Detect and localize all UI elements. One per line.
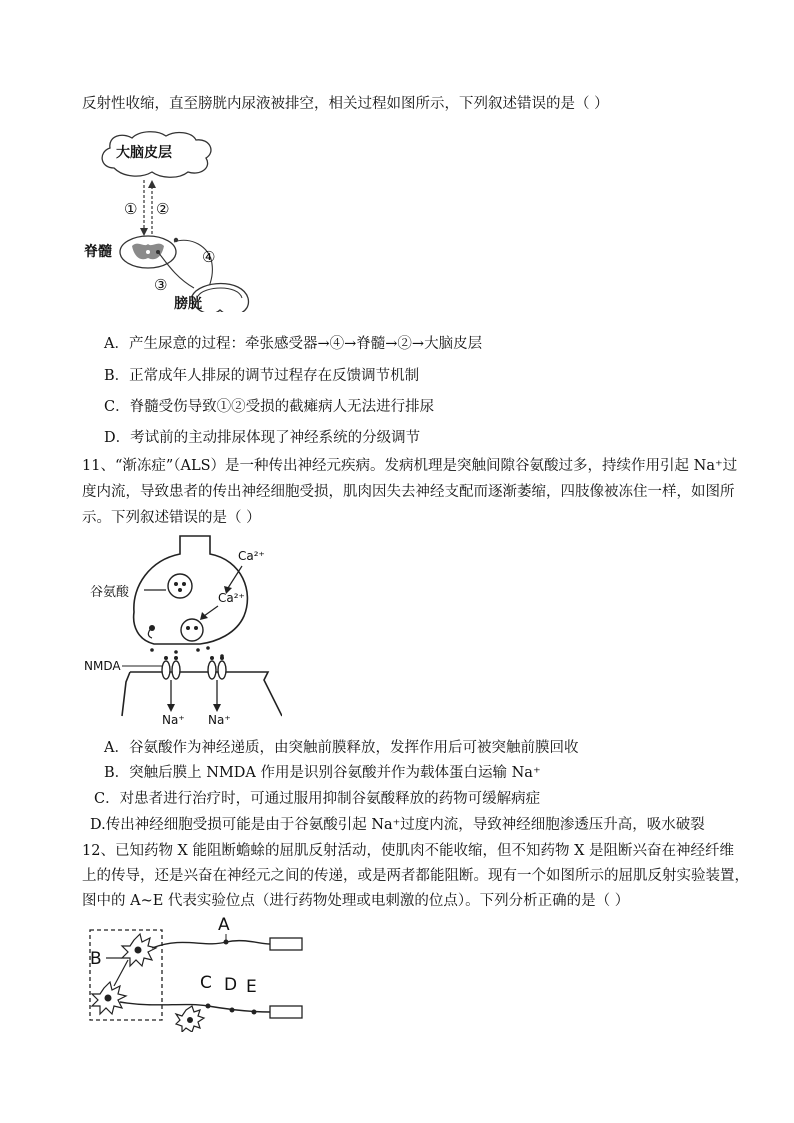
q12-stem-line-3: 图中的 A~E 代表实验位点（进行药物处理或电刺激的位点）。下列分析正确的是（ ）	[82, 893, 630, 909]
q12-figure-reflex-apparatus	[84, 912, 314, 1032]
path-4-label: ④	[202, 248, 216, 266]
q11-option-b: B．突触后膜上 NMDA 作用是识别谷氨酸并作为载体蛋白运输 Na⁺	[104, 765, 541, 781]
q11-option-c: C．对患者进行治疗时，可通过服用抑制谷氨酸释放的药物可缓解病症	[94, 791, 541, 807]
label-a: A	[218, 915, 230, 935]
label-e: E	[246, 977, 257, 997]
nmda-receptor-left	[162, 656, 180, 712]
q12-stem-line-2: 上的传导，还是兴奋在神经元之间的传递，或是两者都能阻断。现有一个如图所示的屈肌反射实验装置，	[82, 868, 749, 884]
q10-figure-reflex-pathway	[80, 128, 260, 312]
spinal-label: 脊髓	[84, 244, 112, 260]
postsynaptic-membrane	[122, 672, 282, 716]
q10-option-a: A．产生尿意的过程：牵张感受器→④→脊髓→②→大脑皮层	[104, 336, 483, 352]
na-right-label: Na⁺	[208, 713, 231, 726]
q11-option-a: A．谷氨酸作为神经递质，由突触前膜释放，发挥作用后可被突触前膜回收	[104, 740, 579, 756]
ca-top-label: Ca²⁺	[238, 549, 265, 563]
glutamate-label: 谷氨酸	[90, 585, 130, 600]
ca-mid-label: Ca²⁺	[218, 591, 245, 605]
vesicle-release	[181, 619, 203, 641]
q11-option-d: D.传出神经细胞受损可能是由于谷氨酸引起 Na⁺过度内流，导致神经细胞渗透压升高，吸水破裂	[90, 817, 705, 833]
effector-box	[270, 1006, 302, 1018]
path-1-label: ①	[124, 200, 138, 218]
q12-stem-line-1: 12、已知药物 X 能阻断蟾蜍的屈肌反射活动，使肌肉不能收缩，但不知药物 X 是阻断兴奋在神经纤维	[82, 843, 735, 859]
q10-option-b: B．正常成年人排尿的调节过程存在反馈调节机制	[104, 368, 420, 384]
label-d: D	[224, 975, 238, 995]
q11-stem-line-3: 示。下列叙述错误的是（ ）	[82, 510, 261, 526]
q10-stem: 反射性收缩，直至膀胱内尿液被排空，相关过程如图所示，下列叙述错误的是（ ）	[82, 96, 609, 112]
label-b: B	[90, 949, 102, 969]
label-c: C	[200, 973, 212, 993]
q11-stem-line-2: 度内流，导致患者的传出神经细胞受损，肌肉因失去神经支配而逐渐萎缩，四肢像被冻住一样，如图所	[82, 484, 735, 500]
cortex-label: 大脑皮层	[116, 145, 172, 161]
q10-option-c: C．脊髓受伤导致①②受损的截瘫病人无法进行排尿	[104, 399, 435, 415]
q10-option-d: D．考试前的主动排尿体现了神经系统的分级调节	[104, 430, 421, 446]
bladder-label: 膀胱	[174, 296, 202, 312]
path-3-label: ③	[154, 276, 168, 294]
na-left-label: Na⁺	[162, 713, 185, 726]
path-2-label: ②	[156, 200, 170, 218]
nmda-receptor-right	[208, 656, 226, 712]
receptor-box	[270, 938, 302, 950]
q11-figure-synapse	[82, 530, 282, 726]
q11-stem-line-1: 11、“渐冻症”（ALS）是一种传出神经元疾病。发病机理是突触间隙谷氨酸过多，持续作用引起 Na⁺过	[82, 458, 738, 474]
nmda-label: NMDA	[84, 659, 121, 673]
vesicle-glutamate	[168, 574, 192, 598]
